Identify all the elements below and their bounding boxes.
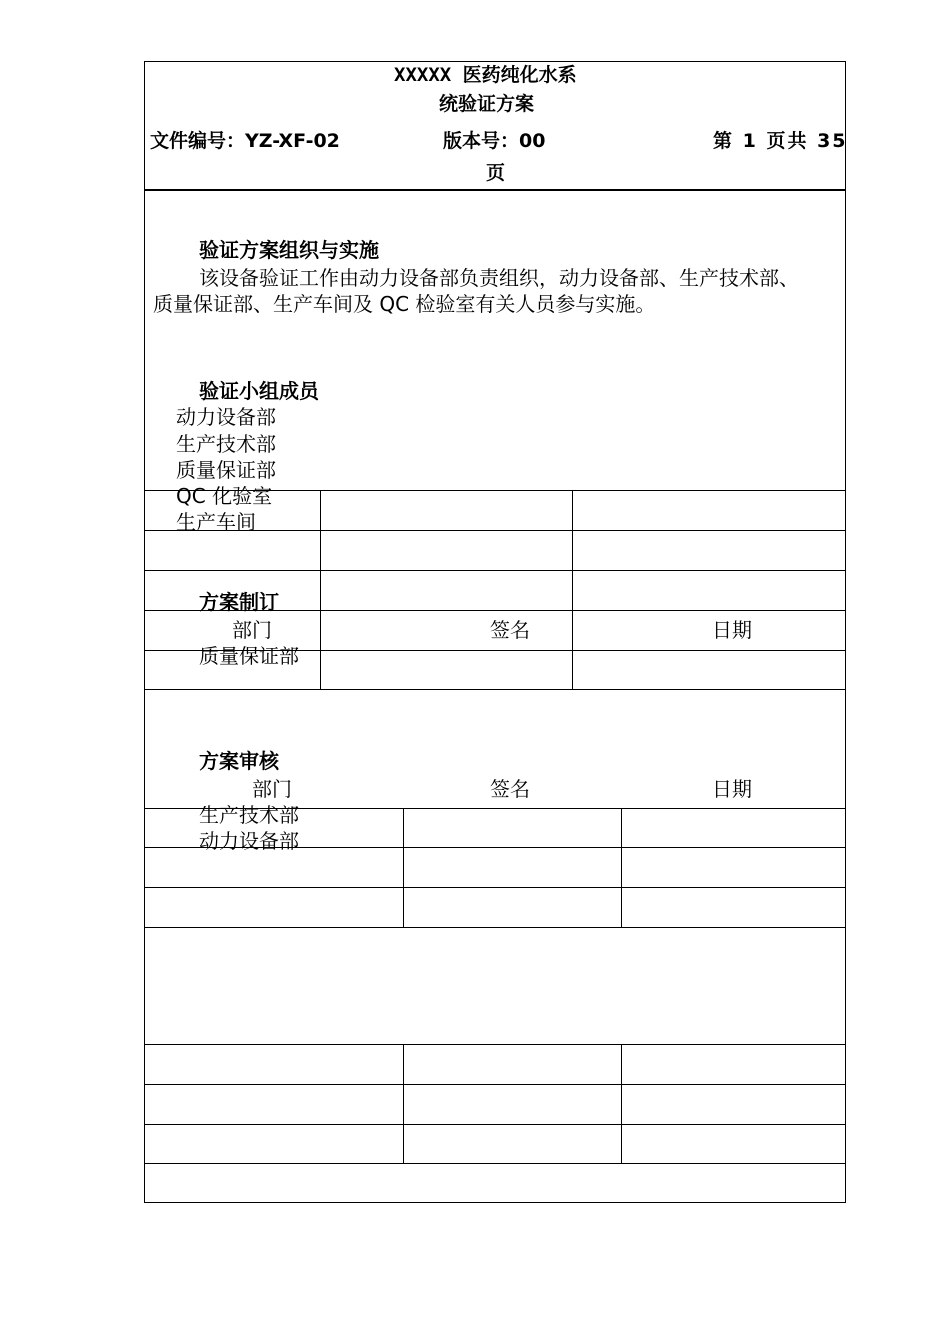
table3-line	[144, 1044, 846, 1045]
member-item: 生产技术部	[176, 432, 276, 456]
table1-col-line	[572, 490, 573, 690]
member-item: QC 化验室	[176, 484, 273, 508]
org-heading: 验证方案组织与实施	[199, 238, 379, 262]
table3-line	[144, 1084, 846, 1085]
draft-col-sign: 签名	[490, 618, 530, 642]
table3-line	[144, 1163, 846, 1164]
review-dept: 动力设备部	[199, 829, 299, 853]
table2-line	[144, 927, 846, 928]
draft-col-date: 日期	[712, 618, 752, 642]
review-col-sign: 签名	[490, 777, 530, 801]
org-text-line1: 该设备验证工作由动力设备部负责组织，动力设备部、生产技术部、	[199, 266, 799, 290]
table2-line	[144, 808, 846, 809]
page-info-suffix: 页	[486, 162, 506, 184]
header-divider	[144, 189, 846, 191]
table2-line	[144, 847, 846, 848]
draft-dept: 质量保证部	[199, 644, 299, 668]
doc-number: 文件编号：YZ-XF-02	[150, 130, 340, 152]
table1-line	[144, 689, 846, 690]
org-text-line2: 质量保证部、生产车间及 QC 检验室有关人员参与实施。	[153, 292, 656, 316]
page-info: 第 1 页共 35	[713, 130, 848, 152]
doc-version: 版本号：00	[443, 130, 546, 152]
review-heading: 方案审核	[199, 749, 279, 773]
table3-line	[144, 1124, 846, 1125]
table3-col-line	[621, 1044, 622, 1164]
members-heading: 验证小组成员	[199, 379, 319, 403]
table1-line	[144, 570, 846, 571]
review-col-dept: 部门	[252, 777, 292, 801]
table3-col-line	[403, 1044, 404, 1164]
doc-title-line2: 统验证方案	[439, 93, 535, 115]
review-dept: 生产技术部	[199, 803, 299, 827]
table1-col-line	[320, 490, 321, 690]
table2-col-line	[621, 808, 622, 928]
table2-col-line	[403, 808, 404, 928]
member-item: 生产车间	[176, 510, 256, 534]
draft-col-dept: 部门	[232, 618, 272, 642]
review-col-date: 日期	[712, 777, 752, 801]
doc-title-line1: XXXXX 医药纯化水系	[394, 64, 577, 86]
member-item: 动力设备部	[176, 405, 276, 429]
member-item: 质量保证部	[176, 458, 276, 482]
draft-heading: 方案制订	[199, 590, 279, 614]
table2-line	[144, 887, 846, 888]
